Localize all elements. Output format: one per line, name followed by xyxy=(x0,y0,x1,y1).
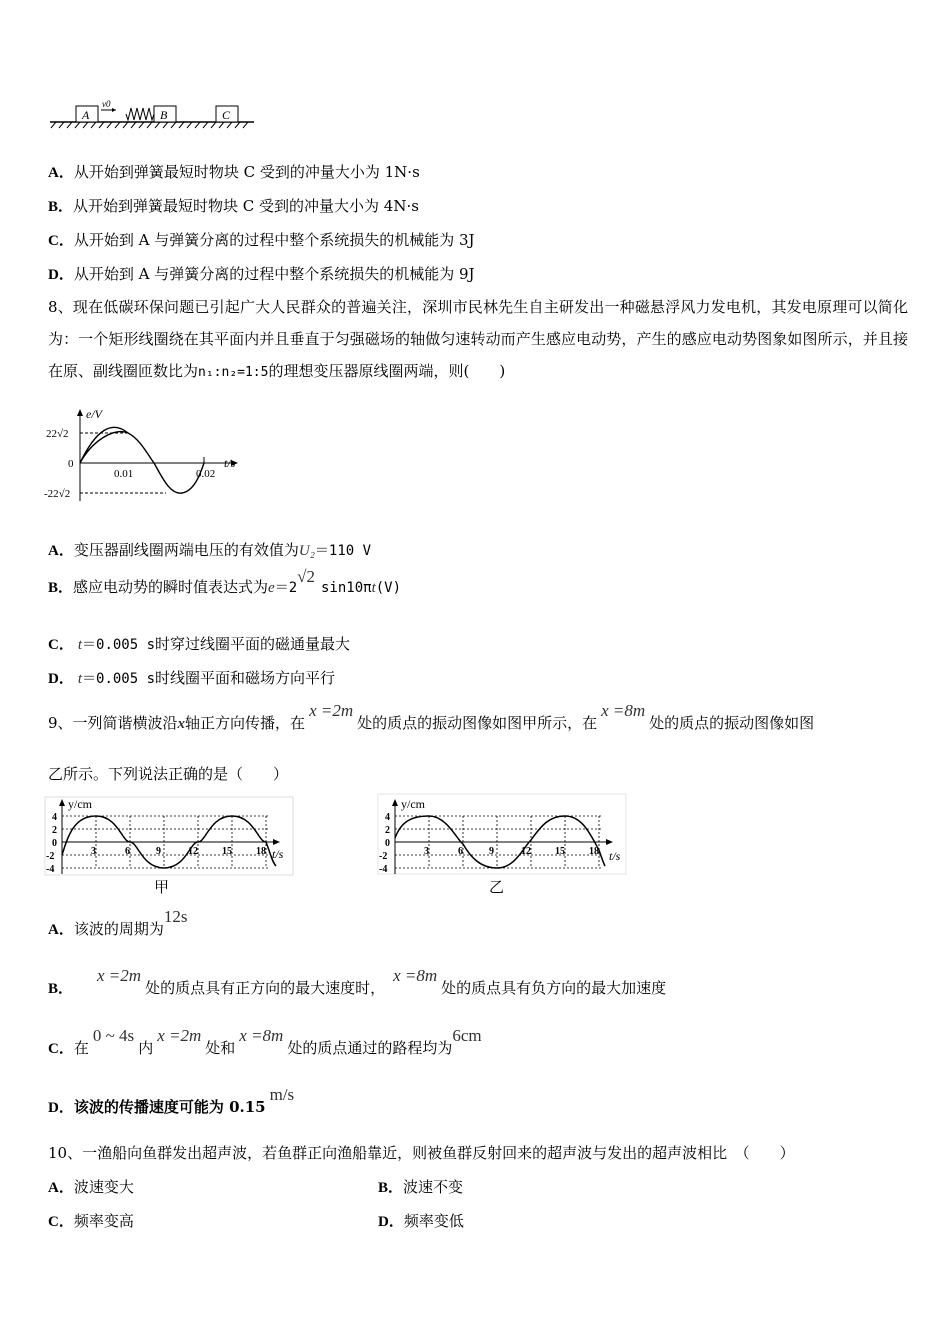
option-label: B． xyxy=(48,981,74,997)
option-text-3: 处和 xyxy=(205,1039,236,1057)
x-axis-variable: x xyxy=(177,716,186,732)
q8-graph-xtick2: 0.02 xyxy=(196,468,216,480)
q9-option-d[interactable] xyxy=(48,1085,295,1117)
emf-unit: (V) xyxy=(375,580,402,596)
q9-yi-ytick-4: 4 xyxy=(385,812,390,823)
q9-jia-xtick-6: 6 xyxy=(125,846,130,857)
time-variable: t xyxy=(77,671,83,687)
q7-option-c[interactable] xyxy=(48,229,475,250)
q8-stem-part2: 的理想变压器原线圈两端，则( ) xyxy=(268,362,506,380)
option-text: 频率变高 xyxy=(73,1212,134,1230)
q9-jia-xtick-12: 12 xyxy=(188,846,198,857)
q9-stem-part1: 9、一列简谐横波沿 xyxy=(48,714,178,732)
q9-yi-ytick-0: 0 xyxy=(385,838,390,849)
q9-jia-xtick-3: 3 xyxy=(91,846,96,857)
option-text: 时线圈平面和磁场方向平行 xyxy=(155,669,336,687)
spring xyxy=(126,108,154,120)
q8-option-a[interactable] xyxy=(48,539,371,560)
option-text: 该波的传播速度可能为 0.15 xyxy=(73,1098,266,1116)
period-value: 12s xyxy=(163,907,188,926)
option-text: 感应电动势的瞬时值表达式为 xyxy=(73,578,269,596)
q9-jia-ytick-4: 4 xyxy=(52,812,57,823)
q9-yi-ytick-m4: -4 xyxy=(379,864,388,875)
q8-turns-ratio: n₁:n₂=1:5 xyxy=(198,365,269,380)
position-8m: x =8m xyxy=(239,1026,284,1045)
q9-yi-ylabel: y/cm xyxy=(401,797,425,811)
position-8m: x =8m xyxy=(601,701,646,720)
time-variable: t xyxy=(77,637,83,653)
option-label: C． xyxy=(48,637,74,653)
option-label: B． xyxy=(378,1180,404,1196)
option-text-1: 在 xyxy=(73,1039,89,1057)
option-label: D． xyxy=(48,671,74,687)
q9-yi-xtick-9: 9 xyxy=(489,846,494,857)
q8-graph-ymin: -22√2 xyxy=(44,488,71,500)
option-label: A． xyxy=(48,543,74,559)
time-value: ＝0.005 s xyxy=(82,637,156,653)
time-range: 0 ~ 4s xyxy=(92,1026,135,1045)
q8-graph-xlabel: t/s xyxy=(224,456,236,470)
q8-option-b[interactable] xyxy=(48,567,402,597)
q9-stem-line2 xyxy=(48,763,288,784)
q9-option-a[interactable] xyxy=(48,907,188,939)
position-2m: x =2m xyxy=(309,701,354,720)
q7-option-a[interactable] xyxy=(48,161,420,182)
q8-emf-curve xyxy=(80,427,204,493)
q8-stem xyxy=(48,291,908,389)
option-text-2: 处的质点具有负方向的最大加速度 xyxy=(441,979,667,997)
q8-option-c[interactable] xyxy=(48,633,350,654)
option-text: 频率变低 xyxy=(403,1212,464,1230)
q9-jia-xtick-18: 18 xyxy=(256,846,266,857)
q8-stem-part1: 8、现在低碳环保问题已引起广大人民群众的普遍关注，深圳市民林先生自主研发出一种磁悬浮风力发电机，其发电原理可以简化为：一个矩形线圈绕在其平面内并且垂直于匀强磁场的轴做匀速转动而产生感应电动势，产生的感应电动势图象如图所示，并且接在原、副线圈匝数比为 xyxy=(48,298,908,380)
option-label: D． xyxy=(48,267,74,283)
block-a-label: A xyxy=(82,108,90,122)
q8-graph-xtick1: 0.01 xyxy=(114,468,134,480)
option-label: C． xyxy=(48,233,74,249)
q8-graph-ymax: 22√2 xyxy=(46,428,69,440)
path-length: 6cm xyxy=(452,1026,482,1045)
q9-stem-part5: 乙所示。下列说法正确的是（ ） xyxy=(48,765,289,783)
q8-graph-origin: 0 xyxy=(68,458,74,470)
voltage-value: ＝110 V xyxy=(314,543,372,559)
option-label: A． xyxy=(48,165,74,181)
option-text: 波速变大 xyxy=(73,1178,134,1196)
q9-graph-jia-caption: 甲 xyxy=(154,878,170,896)
q9-jia-ytick-0: 0 xyxy=(52,838,57,849)
q9-jia-ytick-m4: -4 xyxy=(46,864,55,875)
q8-emf-graph xyxy=(44,405,254,505)
q9-jia-xtick-15: 15 xyxy=(222,846,232,857)
option-label: A． xyxy=(48,1180,74,1196)
option-text-4: 处的质点通过的路程均为 xyxy=(287,1039,453,1057)
option-text: 从开始到 A 与弹簧分离的过程中整个系统损失的机械能为 9J xyxy=(73,265,475,283)
q9-yi-xtick-18: 18 xyxy=(589,846,599,857)
option-label: B． xyxy=(48,199,74,215)
q9-jia-ytick-m2: -2 xyxy=(46,851,55,862)
time-variable: t xyxy=(371,580,376,596)
option-text: 时穿过线圈平面的磁通量最大 xyxy=(155,635,351,653)
q9-stem-line1 xyxy=(48,701,815,733)
option-text: 从开始到弹簧最短时物块 C 受到的冲量大小为 4N·s xyxy=(73,197,419,215)
q9-stem-part3: 处的质点的振动图像如图甲所示，在 xyxy=(357,714,598,732)
q9-yi-xtick-15: 15 xyxy=(555,846,565,857)
position-2m: x =2m xyxy=(157,1026,202,1045)
emf-eq: ＝2 xyxy=(274,580,298,596)
time-value: ＝0.005 s xyxy=(82,671,156,687)
position-2m: x =2m xyxy=(97,966,142,985)
option-label: D． xyxy=(48,1100,74,1116)
q9-jia-ytick-2: 2 xyxy=(52,825,57,836)
option-text: 从开始到 A 与弹簧分离的过程中整个系统损失的机械能为 3J xyxy=(73,231,475,249)
option-text: 变压器副线圈两端电压的有效值为 xyxy=(73,541,299,559)
option-label: A． xyxy=(48,922,74,938)
emf-variable: e xyxy=(268,580,275,596)
q9-yi-xlabel: t/s xyxy=(609,849,621,863)
position-8m: x =8m xyxy=(393,966,438,985)
block-c-label: C xyxy=(222,108,231,122)
speed-unit: m/s xyxy=(269,1085,295,1104)
voltage-variable: U₂ xyxy=(298,543,315,559)
q9-graph-yi-caption: 乙 xyxy=(489,878,505,896)
q9-option-c[interactable] xyxy=(48,1026,482,1058)
option-label: D． xyxy=(378,1214,404,1230)
q9-stem-part2: 轴正方向传播，在 xyxy=(185,714,306,732)
option-label: C． xyxy=(48,1214,74,1230)
q9-jia-xtick-9: 9 xyxy=(156,846,161,857)
sqrt-two: √2 xyxy=(297,567,315,586)
q7-option-d[interactable] xyxy=(48,263,475,284)
option-text: 该波的周期为 xyxy=(73,920,164,938)
q8-option-d[interactable] xyxy=(48,667,335,688)
q9-jia-ylabel: y/cm xyxy=(68,797,92,811)
q10-stem: 10、一渔船向鱼群发出超声波，若鱼群正向渔船靠近，则被鱼群反射回来的超声波与发出的超声波相比 （ ） xyxy=(48,1144,795,1162)
q8-graph-ylabel: e/V xyxy=(86,407,102,421)
q9-yi-xtick-12: 12 xyxy=(521,846,531,857)
option-text-1: 处的质点具有正方向的最大速度时， xyxy=(145,979,386,997)
emf-sin: sin10π xyxy=(320,580,372,596)
q7-figure xyxy=(48,98,258,134)
q7-option-b[interactable] xyxy=(48,195,419,216)
q10-option-c[interactable] xyxy=(48,1210,134,1231)
velocity-label: v0 xyxy=(102,99,111,109)
q9-jia-xlabel: t/s xyxy=(272,847,284,861)
q9-yi-xtick-3: 3 xyxy=(424,846,429,857)
option-text: 波速不变 xyxy=(403,1178,464,1196)
option-label: B． xyxy=(48,580,74,596)
q9-yi-ytick-m2: -2 xyxy=(379,851,388,862)
option-text-2: 内 xyxy=(138,1039,154,1057)
q10-option-d[interactable] xyxy=(378,1210,464,1231)
option-label: C． xyxy=(48,1041,74,1057)
q10-option-a[interactable] xyxy=(48,1176,134,1197)
q9-option-b[interactable] xyxy=(48,966,667,998)
q9-yi-xtick-6: 6 xyxy=(458,846,463,857)
q9-yi-ytick-2: 2 xyxy=(385,825,390,836)
block-b-label: B xyxy=(160,108,168,122)
option-text: 从开始到弹簧最短时物块 C 受到的冲量大小为 1N·s xyxy=(73,163,420,181)
q10-option-b[interactable] xyxy=(378,1176,463,1197)
q9-stem-part4: 处的质点的振动图像如图 xyxy=(649,714,815,732)
